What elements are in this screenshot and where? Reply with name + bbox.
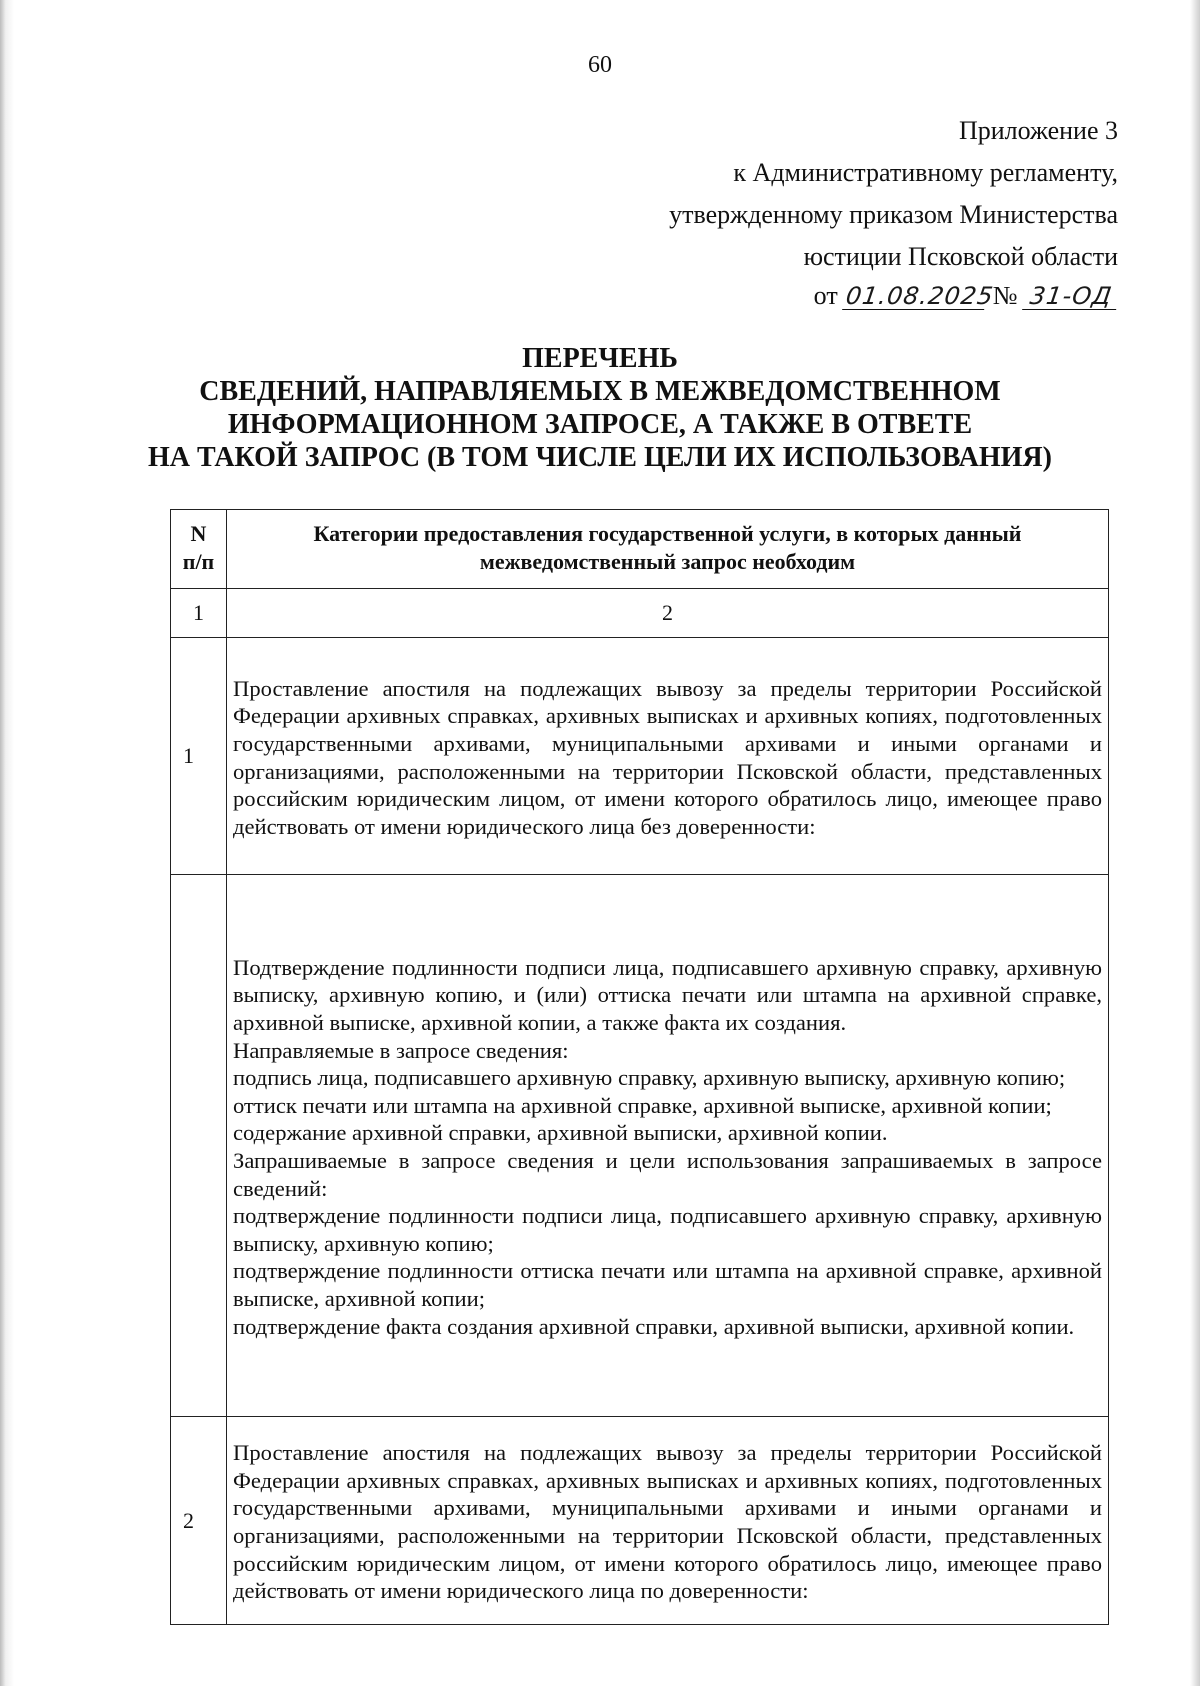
header-number-n: N — [190, 521, 207, 546]
appendix-line-regulation: к Административному регламенту, — [733, 158, 1118, 187]
header-number-pp: п/п — [182, 549, 215, 574]
appendix-block — [669, 110, 1118, 314]
page-number: 60 — [588, 52, 612, 78]
scan-edge-left — [0, 0, 14, 1686]
appendix-date-line — [669, 278, 1118, 314]
row-text: Проставление апостиля на подлежащих вывозу за пределы территории Российской Федерации архивных справках, архивных выписках и архивных копиях, подготовленных государственными архивами, муниципальными архивами и иными органами и организациями, расположенными на территории Псковской области, представленных российским юридическим лицом, от имени которого обратилось лицо, имеющее право действовать от имени юридического лица по доверенности: — [227, 1417, 1109, 1625]
details-paragraph: подтверждение подлинности оттиска печати или штампа на архивной справке, архивной выписке, архивной копии; — [233, 1258, 1102, 1311]
details-paragraph: Запрашиваемые в запросе сведения и цели использования запрашиваемых в запросе сведений: — [233, 1148, 1102, 1201]
row-text: Проставление апостиля на подлежащих вывозу за пределы территории Российской Федерации архивных справках, архивных выписках и архивных копиях, подготовленных государственными архивами, муниципальными архивами и иными органами и организациями, расположенными на территории Псковской области, представленных российским юридическим лицом, от имени которого обратилось лицо, имеющее право действовать от имени юридического лица без доверенности: — [227, 638, 1109, 875]
row-number: 2 — [171, 1417, 227, 1625]
title-line-3: ИНФОРМАЦИОННОМ ЗАПРОСЕ, А ТАКЖЕ В ОТВЕТЕ — [227, 409, 973, 440]
details-paragraph: Подтверждение подлинности подписи лица, подписавшего архивную справку, архивную выписку, архивную копию, и (или) оттиска печати или штампа на архивной справке, архивной выписке, архивной копии, а также факта их создания. — [233, 954, 1102, 1036]
table-numbering-row — [171, 589, 1109, 638]
title-line-2: СВЕДЕНИЙ, НАПРАВЛЯЕМЫХ В МЕЖВЕДОМСТВЕННОМ — [199, 376, 1001, 407]
details-paragraph: оттиск печати или штампа на архивной справке, архивной выписке, архивной копии; — [233, 1092, 1052, 1118]
details-paragraph: подтверждение факта создания архивной справки, архивной выписки, архивной копии. — [233, 1313, 1075, 1339]
numbering-cell-1: 1 — [171, 589, 227, 638]
details-paragraph: Направляемые в запросе сведения: — [233, 1037, 569, 1063]
table-row — [171, 875, 1109, 1417]
handwritten-date: 01.08.2025 — [844, 282, 996, 310]
row-number — [171, 875, 227, 1417]
document-title — [0, 342, 1200, 474]
title-line-1: ПЕРЕЧЕНЬ — [522, 343, 678, 374]
header-number-column — [171, 510, 227, 589]
header-category-column: Категории предоставления государственной услуги, в которых данный межведомственный запрос необходим — [227, 510, 1109, 589]
from-label: от — [813, 281, 838, 310]
numbering-cell-2: 2 — [227, 589, 1109, 638]
information-table — [170, 509, 1109, 1625]
table-row — [171, 1417, 1109, 1625]
appendix-title: Приложение 3 — [958, 116, 1118, 145]
table-header-row — [171, 510, 1109, 589]
row-number: 1 — [171, 638, 227, 875]
appendix-line-approved: утвержденному приказом Министерства — [669, 200, 1118, 229]
details-paragraph: подтверждение подлинности подписи лица, подписавшего архивную справку, архивную выписку, архивную копию; — [233, 1203, 1102, 1256]
appendix-line-ministry: юстиции Псковской области — [803, 242, 1118, 271]
table-row — [171, 638, 1109, 875]
details-paragraph: подпись лица, подписавшего архивную справку, архивную выписку, архивную копию; — [233, 1065, 1066, 1091]
details-paragraph: содержание архивной справки, архивной выписки, архивной копии. — [233, 1120, 888, 1146]
handwritten-number: 31-ОД — [1022, 283, 1120, 310]
row-details — [227, 875, 1109, 1417]
scan-edge-right — [1190, 0, 1200, 1686]
number-label: № — [992, 281, 1018, 310]
title-line-4: НА ТАКОЙ ЗАПРОС (В ТОМ ЧИСЛЕ ЦЕЛИ ИХ ИСПОЛЬЗОВАНИЯ) — [148, 442, 1052, 473]
